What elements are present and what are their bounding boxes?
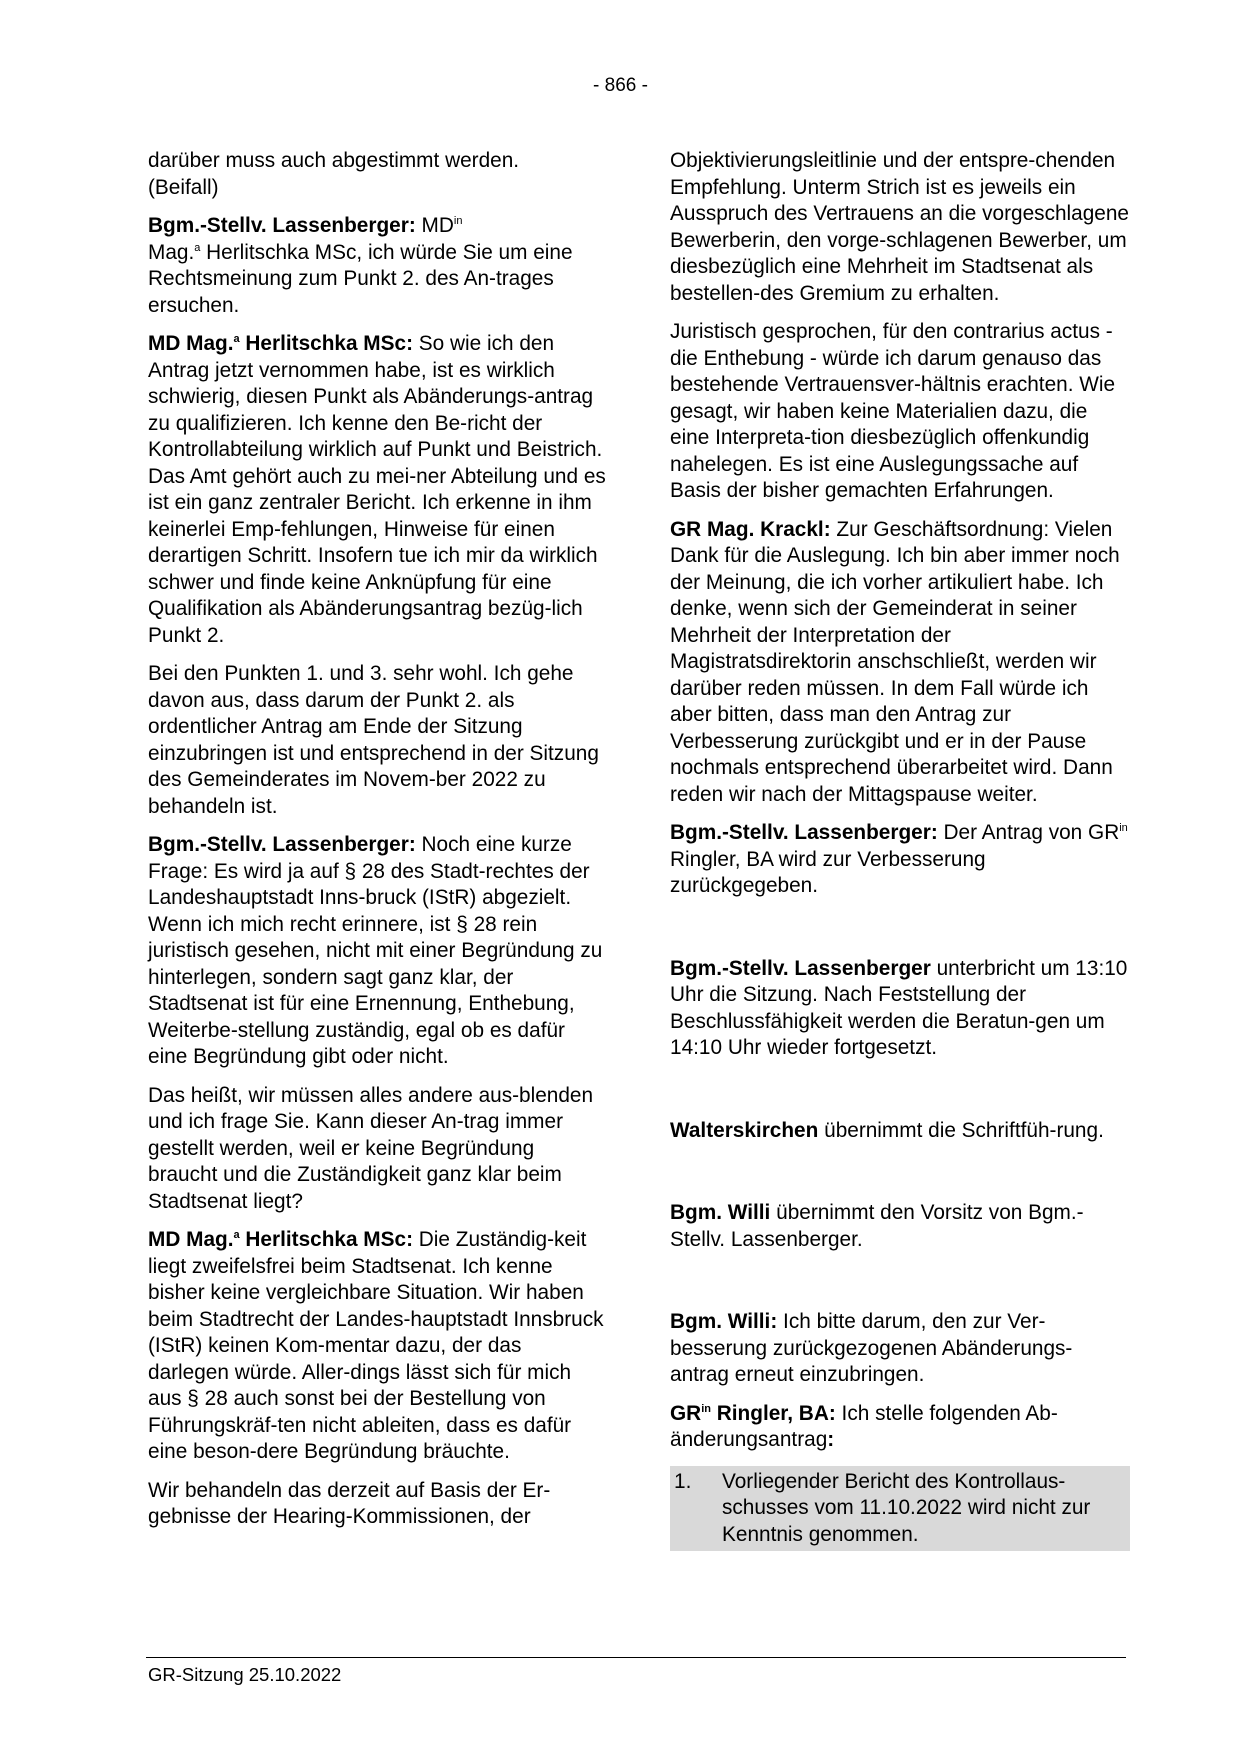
paragraph: Bgm.-Stellv. Lassenberger: Noch eine kurze Frage: Es wird ja auf § 28 des Stadt-rechtes der Landeshauptstadt Inns-bruck (IStR) abgezielt. Wenn ich mich recht erinnere, ist § 28 rein juristisch gesehen, nicht mit einer Begründung zu hinterlegen, sondern sagt ganz klar, der Stadtsenat ist für eine Ernennung, Enthebung, Weiterbe-stellung zuständig, egal ob es dafür eine Begründung gibt oder nicht. — [148, 833, 603, 1068]
speaker-name: MD Mag.$^a$ Herlitschka MSc: — [148, 332, 413, 355]
paragraph: Bgm. Willi: Ich bitte darum, den zur Ver-besserung zurückgezogenen Abänderungs-antrag erneut einzubringen. — [670, 1310, 1073, 1386]
paragraph: Walterskirchen übernimmt die Schriftfüh-rung. — [670, 1118, 1104, 1142]
speaker-name: Bgm.-Stellv. Lassenberger — [670, 956, 931, 980]
paragraph: GR Mag. Krackl: Zur Geschäftsordnung: Vielen Dank für die Auslegung. Ich bin aber immer noch der Meinung, die ich vorher artikuliert habe. Ich denke, wenn sich der Gemeinderat in seiner Mehrheit der Interpretation der Magistratsdirektorin anschschließt, werden wir darüber reden müssen. In dem Fall würde ich aber bitten, dass man den Antrag zur Verbesserung zurückgibt und er in der Pause nochmals entsprechend überarbeitet wird. Dann reden wir nach der Mittagspause weiter. — [670, 517, 1120, 806]
paragraph: Wir behandeln das derzeit auf Basis der Er-gebnisse der Hearing-Kommissionen, der — [148, 1478, 551, 1528]
spacer — [670, 1156, 1130, 1200]
speaker-name: Walterskirchen — [670, 1118, 819, 1142]
footer-divider — [146, 1657, 1126, 1658]
paragraph: Das heißt, wir müssen alles andere aus-blenden und ich frage Sie. Kann dieser An-trag immer gestellt werden, weil er keine Begründung braucht und die Zuständigkeit ganz klar beim Stadtsenat liegt? — [148, 1083, 594, 1213]
paragraph: Bgm.-Stellv. Lassenberger: Der Antrag von $GR^{in}$ Ringler, BA wird zur Verbesserung zurückgegeben. — [670, 821, 1128, 897]
paragraph: $GR^{in}$ Ringler, BA: Ich stelle folgenden Ab-änderungsantrag: — [670, 1401, 1058, 1451]
motion-item-number: 1. — [674, 1469, 692, 1493]
paragraph: Bgm.-Stellv. Lassenberger: $MD^{in}$ Mag.$^a$ Herlitschka MSc, ich würde Sie um eine Rechtsmeinung zum Punkt 2. des An-trages ersuchen. — [148, 214, 573, 317]
left-column — [148, 148, 608, 1543]
spacer — [670, 1265, 1130, 1309]
speaker-name: Bgm.-Stellv. Lassenberger: — [148, 833, 416, 856]
paragraph: Bgm. Willi übernimmt den Vorsitz von Bgm.-Stellv. Lassenberger. — [670, 1201, 1084, 1251]
footer-text: GR-Sitzung 25.10.2022 — [148, 1664, 342, 1685]
speaker-name: GR Mag. Krackl: — [670, 517, 831, 541]
speaker-name: $GR^{in}$ Ringler, BA: — [670, 1401, 836, 1425]
paragraph: MD Mag.$^a$ Herlitschka MSc: Die Zuständig-keit liegt zweifelsfrei beim Stadtsenat. Ich kenne bisher keine vergleichbare Situation. Wir haben beim Stadtrecht der Landes-hauptstadt Innsbruck (IStR) keinen Kom-mentar dazu, der das darlegen würde. Aller-dings lässt sich für mich aus § 28 auch sonst bei der Bestellung von Führungskräf-ten nicht ableiten, dass es dafür eine beson-dere Begründung bräuchte. — [148, 1228, 604, 1463]
spacer — [670, 1074, 1130, 1118]
paragraph: Bgm.-Stellv. Lassenberger unterbricht um 13:10 Uhr die Sitzung. Nach Feststellung der Beschlussfähigkeit werden die Beratun-gen um 14:10 Uhr wieder fortgesetzt. — [670, 956, 1128, 1059]
right-column — [670, 148, 1130, 1551]
paragraph: MD Mag.$^a$ Herlitschka MSc: So wie ich den Antrag jetzt vernommen habe, ist es wirklich schwierig, diesen Punkt als Abänderungs-antrag zu qualifizieren. Ich kenne den Be-richt der Kontrollabteilung wirklich auf Punkt und Beistrich. Das Amt gehört auch zu mei-ner Abteilung und es ist ein ganz zentraler Bericht. Ich erkenne in ihm keinerlei Emp-fehlungen, Hinweise für einen derartigen Schritt. Insofern tue ich mir da wirklich schwer und finde keine Anknüpfung für eine Qualifikation als Abänderungsantrag bezüg-lich Punkt 2. — [148, 332, 606, 647]
speaker-name: Bgm. Willi: — [670, 1310, 778, 1333]
paragraph: Juristisch gesprochen, für den contrarius actus - die Enthebung - würde ich darum genauso das bestehende Vertrauensver-hältnis erachten. Wie gesagt, wir haben keine Materialien dazu, die eine Interpreta-tion diesbezüglich offenkundig nahelegen. Es ist eine Auslegungssache auf Basis der bisher gemachten Erfahrungen. — [670, 320, 1116, 502]
speaker-name: Bgm.-Stellv. Lassenberger: — [148, 214, 416, 237]
paragraph: Bei den Punkten 1. und 3. sehr wohl. Ich gehe davon aus, dass darum der Punkt 2. als ordentlicher Antrag am Ende der Sitzung einzubringen ist und entsprechend in der Sitzung des Gemeinderates im Novem-ber 2022 zu behandeln ist. — [148, 662, 599, 818]
paragraph: Objektivierungsleitlinie und der entspre-chenden Empfehlung. Unterm Strich ist es jeweils ein Ausspruch des Vertrauens an die vorgeschlagene Bewerberin, den vorge-schlagenen Bewerber, um diesbezüglich eine Mehrheit im Stadtsenat als bestellen-des Gremium zu erhalten. — [670, 149, 1129, 305]
spacer — [670, 912, 1130, 956]
motion-item — [670, 1466, 1130, 1552]
speaker-name: Bgm. Willi — [670, 1201, 771, 1224]
page-number: - 866 - — [593, 75, 648, 96]
speaker-name: Bgm.-Stellv. Lassenberger: — [670, 821, 938, 844]
speaker-name: MD Mag.$^a$ Herlitschka MSc: — [148, 1228, 413, 1251]
motion-item-text: Vorliegender Bericht des Kontrollaus-schusses vom 11.10.2022 wird nicht zur Kenntnis genommen. — [722, 1469, 1091, 1546]
paragraph: darüber muss auch abgestimmt werden. (Beifall) — [148, 149, 520, 199]
